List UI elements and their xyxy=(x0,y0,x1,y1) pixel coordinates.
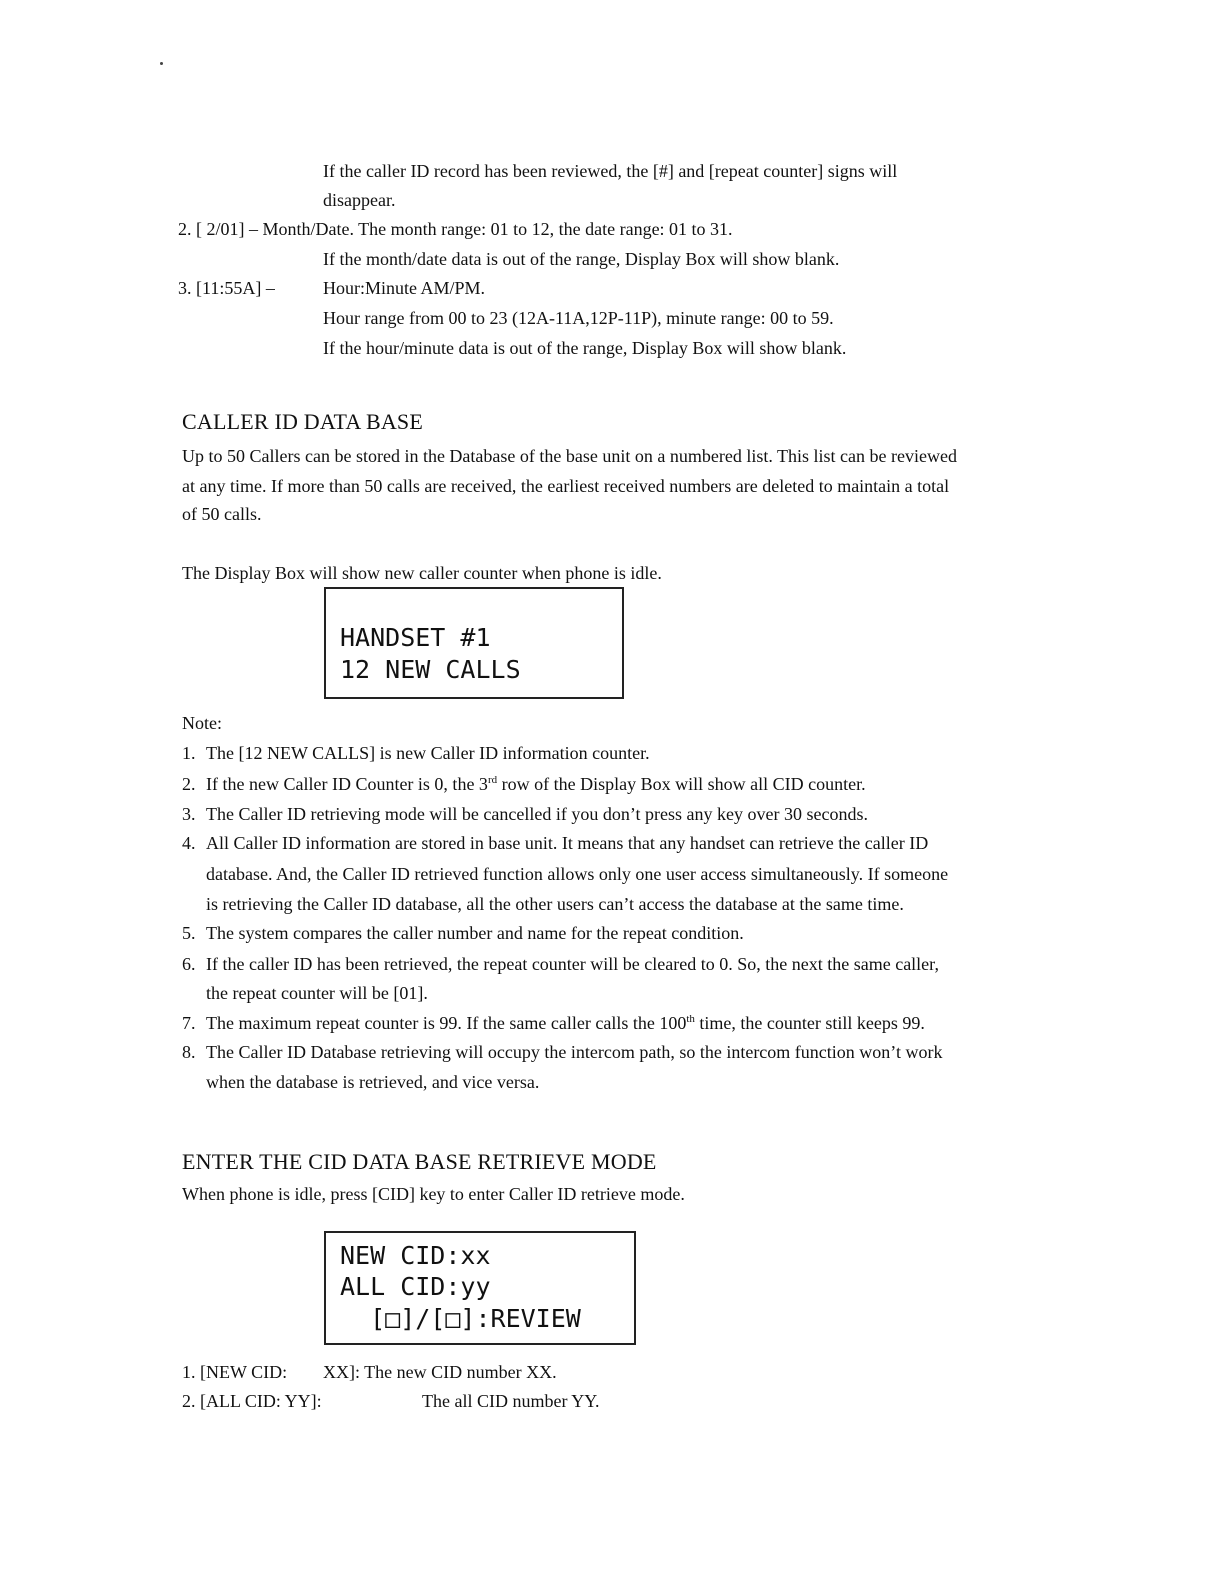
cid-database-para-line2: at any time. If more than 50 calls are received, the earliest received numbers are deleted to maintain a total xyxy=(182,476,950,496)
intro-item3-line1: Hour:Minute AM/PM. xyxy=(323,278,486,298)
list-item-number: 5. xyxy=(182,923,196,943)
list-item-continued: the repeat counter will be [01]. xyxy=(206,983,428,1003)
retrieve-item2-label: 2. [ALL CID: YY]: xyxy=(182,1391,322,1411)
display-box-idle xyxy=(324,587,624,699)
intro-paragraph-line2: disappear. xyxy=(323,190,396,210)
intro-item3-label: 3. [11:55A] – xyxy=(178,278,275,298)
intro-item3-line2: Hour range from 00 to 23 (12A-11A,12P-11P), minute range: 00 to 59. xyxy=(323,308,834,328)
section-heading-cid-database: CALLER ID DATA BASE xyxy=(182,409,423,434)
list-item-continued: database. And, the Caller ID retrieved function allows only one user access simultaneously. If someone xyxy=(206,864,949,884)
intro-item2: 2. [ 2/01] – Month/Date. The month range: 01 to 12, the date range: 01 to 31. xyxy=(178,219,733,239)
list-item: The system compares the caller number and name for the repeat condition. xyxy=(206,923,744,943)
list-item-number: 2. xyxy=(182,774,196,794)
scan-speck xyxy=(160,62,163,65)
list-item: The Caller ID Database retrieving will occupy the intercom path, so the intercom function won’t work xyxy=(206,1042,943,1062)
superscript: rd xyxy=(487,774,498,786)
list-item-text: time, the counter still keeps 99. xyxy=(694,1013,925,1033)
display-line-1: HANDSET #1 xyxy=(340,623,491,652)
list-item-text: The maximum repeat counter is 99. If the same caller calls the 100 xyxy=(206,1013,687,1033)
superscript: th xyxy=(686,1013,695,1025)
display-line-3: [□]/[□]:REVIEW xyxy=(340,1304,581,1333)
list-item: All Caller ID information are stored in base unit. It means that any handset can retrieve the caller ID xyxy=(206,833,929,853)
display-box-retrieve xyxy=(324,1231,636,1345)
list-item xyxy=(206,773,866,795)
list-item xyxy=(206,1012,925,1034)
list-item-number: 7. xyxy=(182,1013,196,1033)
cid-database-para-line1: Up to 50 Callers can be stored in the Database of the base unit on a numbered list. This list can be reviewed xyxy=(182,446,957,466)
list-item-number: 4. xyxy=(182,833,196,853)
list-item: The [12 NEW CALLS] is new Caller ID information counter. xyxy=(206,743,650,763)
list-item-number: 6. xyxy=(182,954,196,974)
retrieve-item2-value: The all CID number YY. xyxy=(422,1391,600,1411)
list-item-text: row of the Display Box will show all CID counter. xyxy=(497,774,866,794)
intro-paragraph-line1: If the caller ID record has been reviewed, the [#] and [repeat counter] signs will xyxy=(323,161,898,181)
display-intro-text: The Display Box will show new caller counter when phone is idle. xyxy=(182,563,662,583)
display-line-1: NEW CID:xx xyxy=(340,1241,491,1270)
retrieve-item1-label: 1. [NEW CID: xyxy=(182,1362,288,1382)
intro-item2-line2: If the month/date data is out of the range, Display Box will show blank. xyxy=(323,249,840,269)
cid-database-para-line3: of 50 calls. xyxy=(182,504,262,524)
section-heading-retrieve-mode: ENTER THE CID DATA BASE RETRIEVE MODE xyxy=(182,1149,657,1174)
list-item-continued: is retrieving the Caller ID database, all the other users can’t access the database at the same time. xyxy=(206,894,904,914)
intro-item3-line3: If the hour/minute data is out of the range, Display Box will show blank. xyxy=(323,338,847,358)
list-item: The Caller ID retrieving mode will be cancelled if you don’t press any key over 30 seconds. xyxy=(206,804,868,824)
retrieve-mode-intro: When phone is idle, press [CID] key to enter Caller ID retrieve mode. xyxy=(182,1184,685,1204)
display-line-2: 12 NEW CALLS xyxy=(340,655,521,684)
list-item-text: If the new Caller ID Counter is 0, the 3 xyxy=(206,774,488,794)
note-label: Note: xyxy=(182,713,222,733)
list-item-continued: when the database is retrieved, and vice versa. xyxy=(206,1072,540,1092)
list-item: If the caller ID has been retrieved, the repeat counter will be cleared to 0. So, the next the same caller, xyxy=(206,954,939,974)
list-item-number: 8. xyxy=(182,1042,196,1062)
display-line-2: ALL CID:yy xyxy=(340,1272,491,1301)
list-item-number: 3. xyxy=(182,804,196,824)
list-item-number: 1. xyxy=(182,743,196,763)
retrieve-item1-value: XX]: The new CID number XX. xyxy=(323,1362,557,1382)
